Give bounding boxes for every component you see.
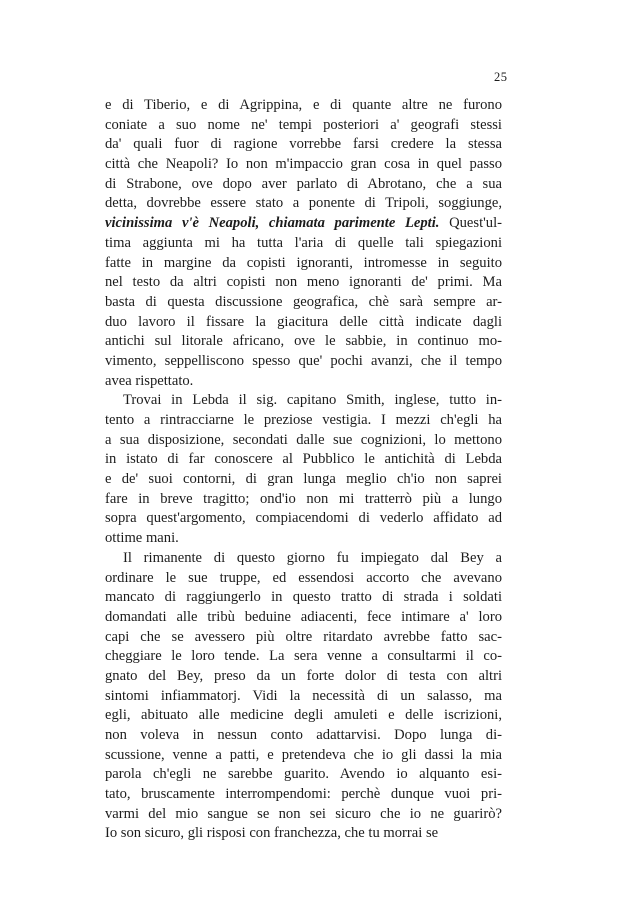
text-line: non voleva in nessun conto adattarvisi. Dopo lunga di-	[105, 727, 502, 743]
text-line: fare in breve tragitto; ond'io non mi tratterrò più a lungo	[105, 490, 502, 507]
text-line: sintomi infiammatorj. Vidi la necessità di un salasso, ma	[105, 687, 502, 704]
text-line: Il rimanente di questo giorno fu impiegato dal Bey a	[123, 549, 502, 566]
text-line: avea rispettato.	[105, 372, 194, 389]
text-line: scussione, venne a patti, e pretendeva che io gli dassi la mia	[105, 746, 502, 763]
text-line: nel testo da altri copisti non meno ignoranti de' primi. Ma	[105, 274, 502, 291]
text-line: e de' suoi contorni, di gran lunga meglio ch'io non saprei	[105, 471, 502, 488]
text-line: capi che se avessero più oltre ritardato avrebbe fatto sac-	[105, 628, 502, 645]
text-line: da' quali fuor di ragione vorrebbe farsi credere la stessa	[105, 136, 502, 153]
page-number: 25	[494, 70, 508, 84]
text-line: vimento, seppelliscono spesso que' pochi avanzi, che il tempo	[105, 352, 502, 369]
text-line: città che Neapoli? Io non m'impaccio gran cosa in quel passo	[105, 156, 502, 173]
text-line: tento a rintracciarne le preziose vestigia. I mezzi ch'egli ha	[105, 412, 502, 428]
text-line: Io son sicuro, gli risposi con franchezza, che tu morrai se	[105, 825, 439, 842]
text-line: coniate a suo nome ne' tempi posteriori a' geografi stessi	[105, 116, 502, 133]
text-line: fatte in margine da copisti ignoranti, intromesse in seguito	[105, 254, 502, 271]
text-line: antichi sul litorale africano, ove le sabbie, in continuo mo-	[105, 333, 502, 350]
text-line: e di Tiberio, e di Agrippina, e di quante altre ne furono	[105, 97, 502, 113]
text-line: varmi del mio sangue se non sei sicuro che io ne guarirò?	[105, 805, 502, 822]
text-line: domandati alle tribù beduine adiacenti, fece intimare a' loro	[105, 608, 502, 625]
text-line: mancato di raggiungerlo in questo tratto di strada i soldati	[105, 589, 502, 606]
text-line: egli, abituato alle medicine degli amuleti e delle iscrizioni,	[105, 707, 502, 724]
text-line: ottime mani.	[105, 530, 179, 547]
text-line: di Strabone, ove dopo aver parlato di Abrotano, che a sua	[105, 175, 502, 192]
text-line: a sua disposizione, secondati dalle sue cognizioni, lo mettono	[105, 431, 502, 448]
italic-quote: vicinissima v'è Neapoli, chiamata parimente Lepti.	[105, 215, 440, 232]
body-text	[105, 96, 502, 844]
text-line: ordinare le sue truppe, ed essendosi accorto che avevano	[105, 569, 502, 586]
text-line: basta di questa discussione geografica, chè sarà sempre ar-	[105, 293, 502, 310]
text-line: duo lavoro il fissare la giacitura delle città indicate dagli	[105, 313, 502, 330]
text-line: sopra quest'argomento, compiacendomi di vederlo affidato ad	[105, 510, 502, 527]
paragraph	[105, 391, 502, 549]
text-line: in istato di far conoscere al Pubblico le antichità di Lebda	[105, 451, 502, 468]
text-line: cheggiare le loro tende. La sera venne a consultarmi il co-	[105, 648, 502, 665]
text-line: tima aggiunta mi ha tutta l'aria di quelle tali spiegazioni	[105, 234, 502, 251]
text-run: Quest'ul-	[439, 215, 502, 232]
text-line	[105, 214, 502, 234]
paragraph	[105, 96, 502, 391]
text-line: tato, bruscamente interrompendomi: perchè dunque vuoi pri-	[105, 786, 502, 803]
text-line: Trovai in Lebda il sig. capitano Smith, inglese, tutto in-	[123, 392, 502, 409]
text-line: detta, dovrebbe essere stato a ponente di Tripoli, soggiunge,	[105, 195, 502, 212]
text-line: parola ch'egli ne sarebbe guarito. Avendo io alquanto esi-	[105, 766, 502, 783]
paragraph	[105, 549, 502, 844]
text-line: gnato del Bey, preso da un forte dolor di testa con altri	[105, 667, 502, 684]
